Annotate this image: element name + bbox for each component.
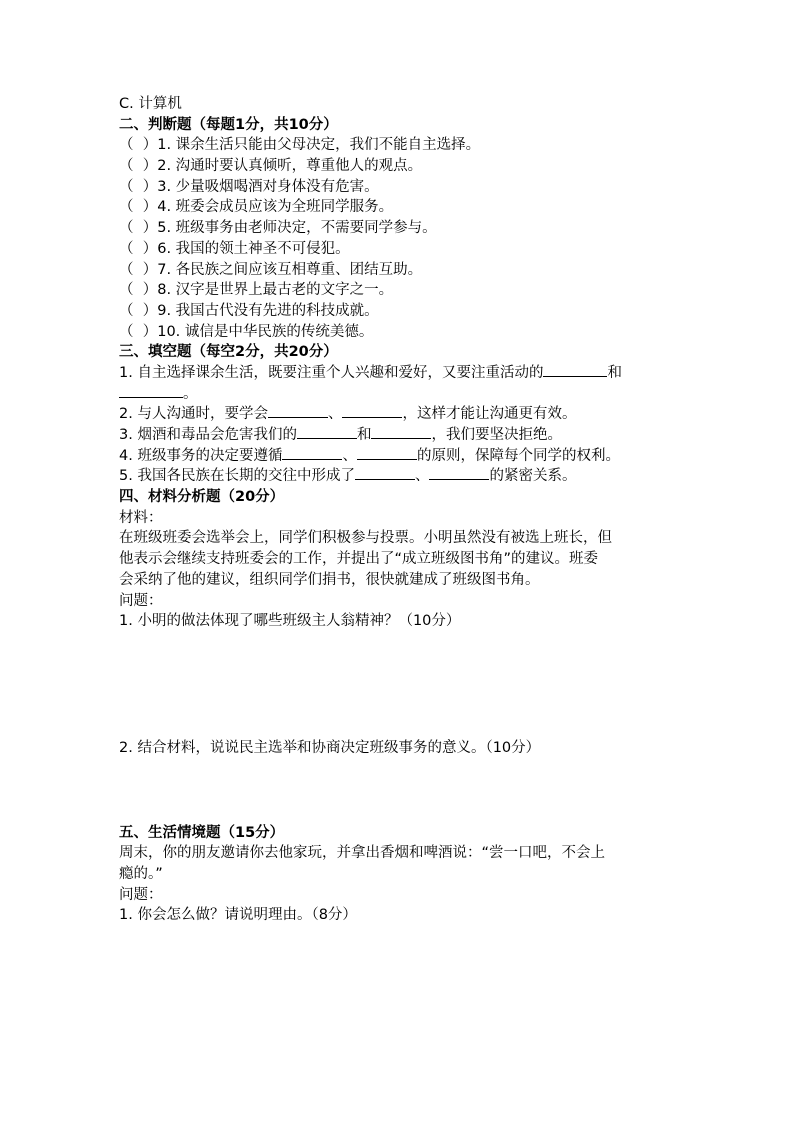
answer-blank[interactable] [268,405,328,418]
material-text-1: 在班级班委会选举会上，同学们积极参与投票。小明虽然没有被选上班长，但 [119,530,612,547]
answer-space-1[interactable] [119,632,679,738]
judgment-item-9: （ ）9. 我国古代没有先进的科技成就。 [119,302,379,319]
fill-5-sep: 、 [414,468,430,485]
answer-blank[interactable] [342,405,402,418]
fill-1-and: 和 [607,364,622,381]
fill-3-end: ，我们要坚决拒绝。 [431,427,562,443]
judgment-item-2: （ ）2. 沟通时要认真倾听，尊重他人的观点。 [119,158,423,175]
fill-item-2 [119,404,679,425]
fill-item-3 [119,425,679,446]
material-text-2: 他表示会继续支持班委会的工作，并提出了“成立班级图书角”的建议。班委 [119,551,599,568]
answer-space-2[interactable] [119,759,679,823]
answer-blank[interactable] [429,467,489,480]
fill-2-text: 2. 与人沟通时，要学会 [119,406,268,423]
section-fill-heading: 三、填空题（每空2分，共20分） [119,344,338,361]
judgment-item-7: （ ）7. 各民族之间应该互相尊重、团结互助。 [119,261,423,278]
judgment-item-8: （ ）8. 汉字是世界上最古老的文字之一。 [119,282,394,299]
fill-1-end: 。 [183,385,198,402]
judgment-item-3: （ ）3. 少量吸烟喝酒对身体没有危害。 [119,178,379,195]
fill-item-5 [119,466,679,487]
fill-item-4 [119,446,679,467]
option-c: C. 计算机 [119,96,182,112]
judgment-item-1: （ ）1. 课余生活只能由父母决定，我们不能自主选择。 [119,137,481,154]
fill-item-1 [119,363,679,384]
judgment-item-4: （ ）4. 班委会成员应该为全班同学服务。 [119,199,394,216]
judgment-item-5: （ ）5. 班级事务由老师决定，不需要同学参与。 [119,220,437,237]
section-material-heading: 四、材料分析题（20分） [119,489,285,506]
section-scenario-heading: 五、生活情境题（15分） [119,824,285,841]
material-question-2: 2. 结合材料，说说民主选举和协商决定班级事务的意义。（10分） [119,739,541,756]
fill-3-and: 和 [356,427,372,443]
answer-blank[interactable] [282,447,342,460]
scenario-text-1: 周末，你的朋友邀请你去他家玩，并拿出香烟和啤酒说：“尝一口吧，不会上 [119,845,606,862]
section-judgment-heading: 二、判断题（每题1分，共10分） [119,116,338,133]
answer-blank[interactable] [371,426,431,439]
answer-blank[interactable] [119,385,183,398]
exam-page [119,94,679,926]
fill-5-text: 5. 我国各民族在长期的交往中形成了 [119,468,355,485]
fill-1-text: 1. 自主选择课余生活，既要注重个人兴趣和爱好，又要注重活动的 [119,364,544,381]
fill-4-end: 的原则，保障每个同学的权利。 [416,447,620,464]
material-label: 材料： [119,509,163,526]
fill-4-sep: 、 [342,447,357,464]
fill-5-end: 的紧密关系。 [489,468,577,485]
answer-blank[interactable] [355,467,415,480]
scenario-question-1: 1. 你会怎么做？请说明理由。（8分） [119,907,357,924]
judgment-item-10: （ ）10. 诚信是中华民族的传统美德。 [119,323,374,340]
judgment-item-6: （ ）6. 我国的领土神圣不可侵犯。 [119,240,350,257]
material-question-1: 1. 小明的做法体现了哪些班级主人翁精神？（10分） [119,613,461,630]
fill-4-text: 4. 班级事务的决定要遵循 [119,447,283,464]
answer-blank[interactable] [357,447,417,460]
fill-item-1-cont [119,384,679,405]
scenario-question-label: 问题： [119,886,163,903]
fill-2-end: ，这样才能让沟通更有效。 [402,406,577,423]
question-label: 问题： [119,592,163,609]
fill-2-sep: 、 [327,406,343,423]
answer-blank[interactable] [543,364,607,377]
scenario-text-2: 瘾的。” [119,865,163,882]
answer-blank[interactable] [297,426,357,439]
material-text-3: 会采纳了他的建议，组织同学们捐书，很快就建成了班级图书角。 [119,571,540,588]
fill-3-text: 3. 烟酒和毒品会危害我们的 [119,427,297,443]
